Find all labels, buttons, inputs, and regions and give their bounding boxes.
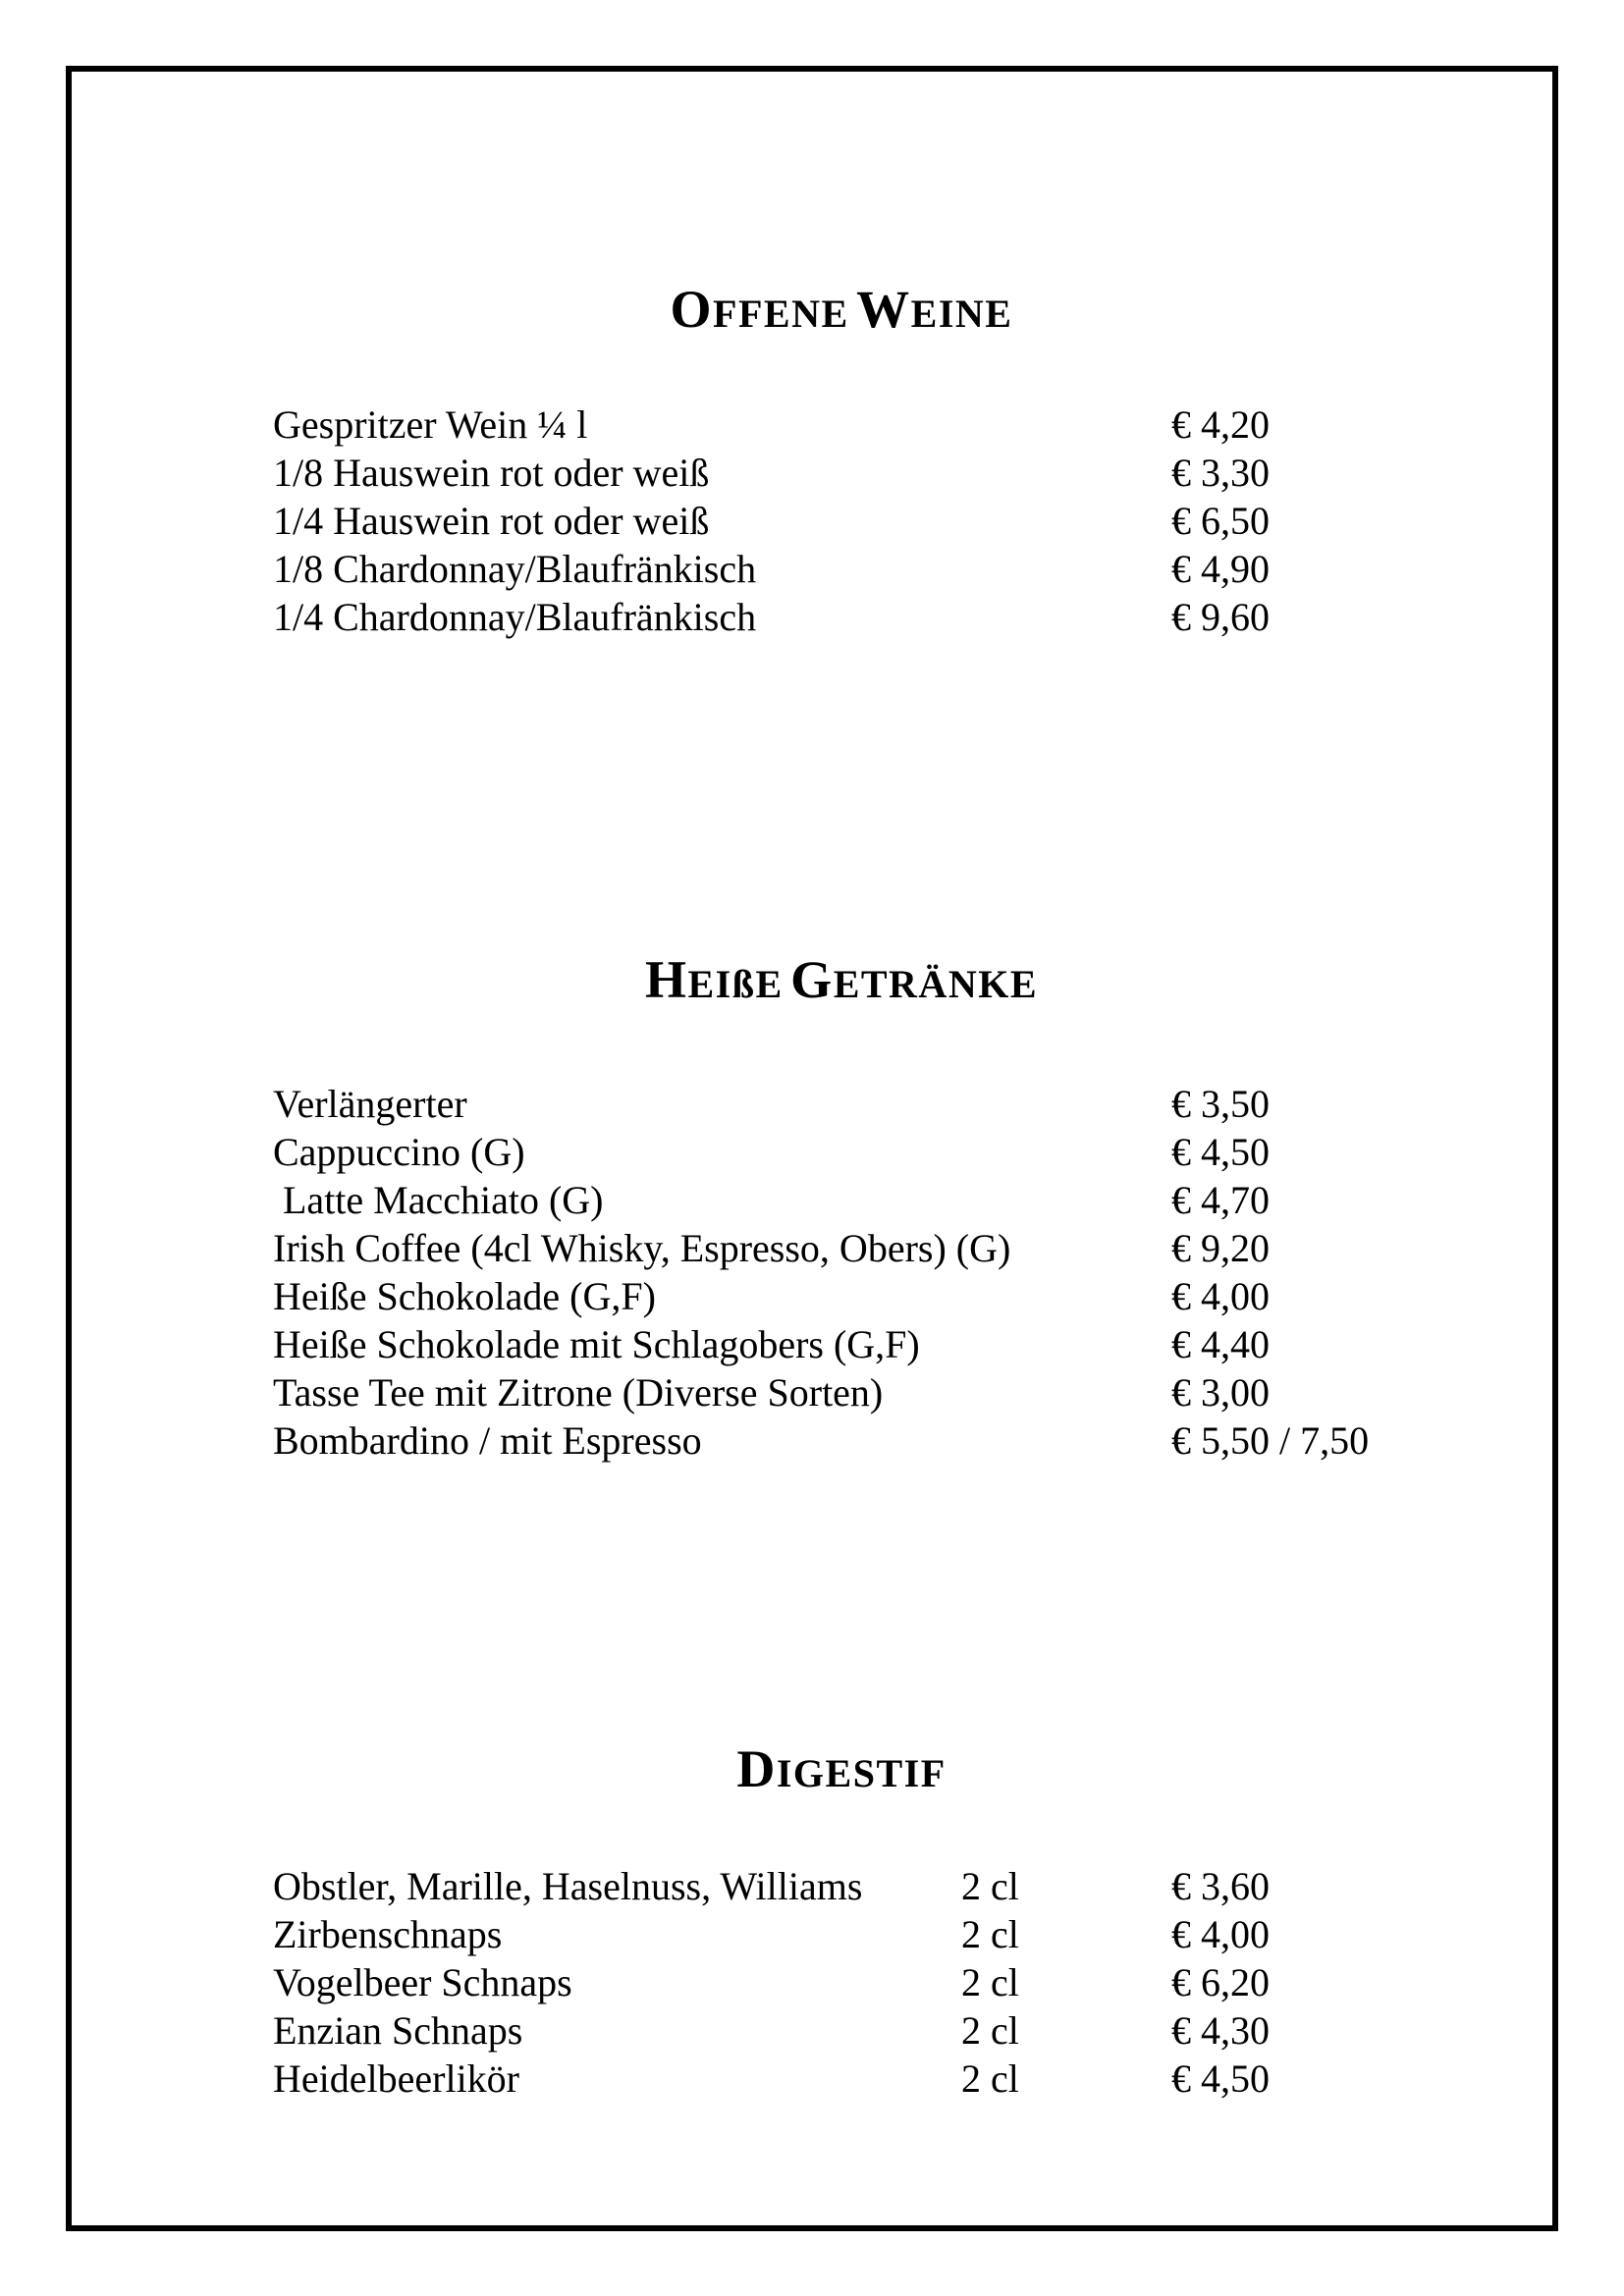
menu-item-row <box>273 497 1559 545</box>
section-title-offene-weine: OFFENE WEINE <box>670 280 1013 339</box>
section-title-digestif: DIGESTIF <box>736 1739 947 1798</box>
item-name: Latte Macchiato (G) <box>273 1178 604 1222</box>
item-name: Heidelbeerlikör <box>273 2056 519 2101</box>
item-quantity: 2 cl <box>961 1960 1019 2004</box>
menu-item-row <box>273 449 1559 497</box>
item-name: Heiße Schokolade mit Schlagobers (G,F) <box>273 1322 920 1366</box>
item-price: € 9,60 <box>1171 595 1270 639</box>
menu-item-row <box>273 1862 1559 1910</box>
item-name: Gespritzer Wein ¼ l <box>273 402 588 447</box>
item-name: Verlängerter <box>273 1082 467 1126</box>
item-name: Cappuccino (G) <box>273 1130 525 1174</box>
menu-item-row <box>273 400 1559 449</box>
item-price: € 4,30 <box>1171 2008 1270 2053</box>
item-name: 1/4 Chardonnay/Blaufränkisch <box>273 595 757 639</box>
item-price: € 4,50 <box>1171 1130 1270 1174</box>
item-price: € 6,50 <box>1171 499 1270 543</box>
item-name: Vogelbeer Schnaps <box>273 1960 572 2004</box>
menu-item-row <box>273 1176 1559 1224</box>
item-price: € 3,00 <box>1171 1370 1270 1415</box>
item-price: € 9,20 <box>1171 1226 1270 1270</box>
item-price: € 4,40 <box>1171 1322 1270 1366</box>
section-items-heisse-getraenke <box>273 1080 1559 1465</box>
item-quantity: 2 cl <box>961 1912 1019 1956</box>
section-title-heisse-getraenke: HEIßE GETRÄNKE <box>644 950 1038 1009</box>
menu-item-row <box>273 1958 1559 2006</box>
item-name: Bombardino / mit Espresso <box>273 1418 702 1463</box>
item-price: € 4,90 <box>1171 547 1270 591</box>
item-name: Irish Coffee (4cl Whisky, Espresso, Obers) (G) <box>273 1226 1011 1270</box>
item-price: € 3,50 <box>1171 1082 1270 1126</box>
item-price: € 4,20 <box>1171 402 1270 447</box>
menu-item-row <box>273 1080 1559 1128</box>
item-quantity: 2 cl <box>961 1864 1019 1908</box>
menu-item-row <box>273 1368 1559 1416</box>
menu-item-row <box>273 1320 1559 1368</box>
section-items-offene-weine <box>273 400 1559 641</box>
item-name: Obstler, Marille, Haselnuss, Williams <box>273 1864 863 1908</box>
item-name: Enzian Schnaps <box>273 2008 523 2053</box>
section-items-digestif <box>273 1862 1559 2103</box>
item-price: € 3,60 <box>1171 1864 1270 1908</box>
item-price: € 4,70 <box>1171 1178 1270 1222</box>
item-quantity: 2 cl <box>961 2008 1019 2053</box>
item-name: 1/4 Hauswein rot oder weiß <box>273 499 710 543</box>
menu-item-row <box>273 2006 1559 2055</box>
item-name: Tasse Tee mit Zitrone (Diverse Sorten) <box>273 1370 884 1415</box>
item-name: Heiße Schokolade (G,F) <box>273 1274 656 1318</box>
item-price: € 4,00 <box>1171 1912 1270 1956</box>
item-price: € 6,20 <box>1171 1960 1270 2004</box>
item-quantity: 2 cl <box>961 2056 1019 2101</box>
item-name: Zirbenschnaps <box>273 1912 503 1956</box>
item-name: 1/8 Chardonnay/Blaufränkisch <box>273 547 757 591</box>
menu-item-row <box>273 1416 1559 1465</box>
menu-item-row <box>273 1224 1559 1272</box>
menu-item-row <box>273 1272 1559 1320</box>
item-price: € 4,50 <box>1171 2056 1270 2101</box>
item-price: € 4,00 <box>1171 1274 1270 1318</box>
menu-item-row <box>273 593 1559 641</box>
item-price: € 3,30 <box>1171 451 1270 495</box>
menu-item-row <box>273 1128 1559 1176</box>
menu-item-row <box>273 1910 1559 1958</box>
item-price: € 5,50 / 7,50 <box>1171 1418 1370 1463</box>
item-name: 1/8 Hauswein rot oder weiß <box>273 451 710 495</box>
menu-item-row <box>273 2055 1559 2103</box>
menu-item-row <box>273 545 1559 593</box>
